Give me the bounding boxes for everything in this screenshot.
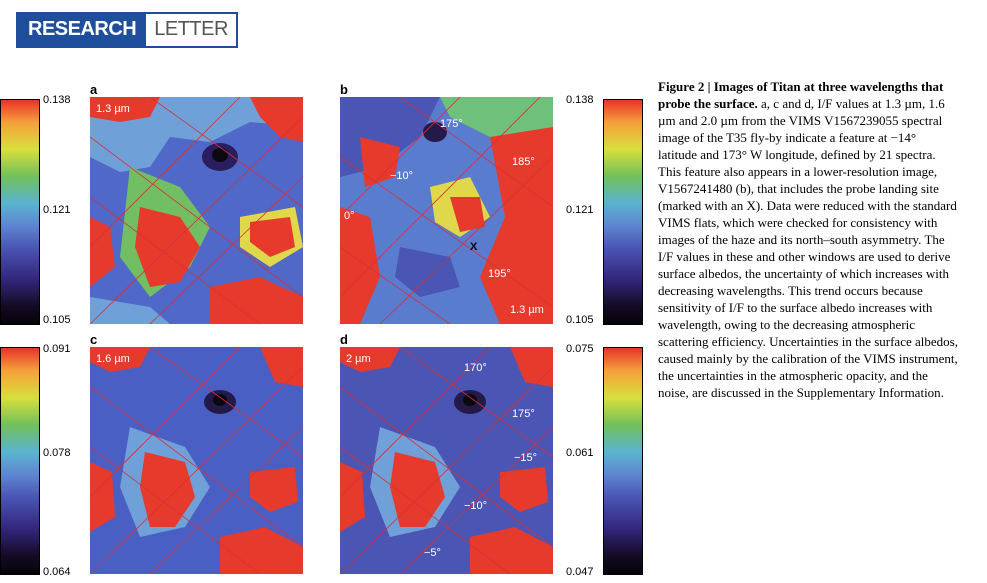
map-panel-d: [340, 347, 553, 574]
map-panel-c: [90, 347, 303, 574]
wavelength-label: 1.6 µm: [96, 353, 130, 365]
coordinate-label: 175°: [512, 408, 535, 420]
colorbar-bottom-right: [603, 347, 643, 575]
colorbar-mid: 0.121: [43, 204, 71, 216]
coordinate-label: 170°: [464, 362, 487, 374]
map-panel-b: [340, 97, 553, 324]
colorbar-mid: 0.121: [566, 204, 594, 216]
panel-letter-c: c: [90, 332, 98, 347]
caption-title: Figure 2 | Images of Titan at three wavelengths that probe the surface.: [658, 79, 944, 111]
coordinate-label: −5°: [424, 547, 441, 559]
journal-header: [16, 12, 238, 48]
colorbar-top-right: [603, 99, 643, 325]
wavelength-label: 1.3 µm: [96, 103, 130, 115]
colorbar-max: 0.138: [566, 94, 594, 106]
colorbar-max: 0.138: [43, 94, 71, 106]
colorbar-max: 0.075: [566, 343, 594, 355]
colorbar-max: 0.091: [43, 343, 71, 355]
section-tag: RESEARCH: [18, 14, 146, 46]
panel-letter-d: d: [340, 332, 348, 347]
coordinate-label: 175°: [440, 118, 463, 130]
colorbar-min: 0.105: [566, 314, 594, 326]
map-panel-a: [90, 97, 303, 324]
panel-letter-a: a: [90, 82, 98, 97]
colorbar-min: 0.064: [43, 566, 71, 578]
colorbar-min: 0.047: [566, 566, 594, 578]
wavelength-label: 1.3 µm: [510, 304, 544, 316]
landing-site-marker: X: [470, 241, 478, 253]
coordinate-label: 0°: [344, 210, 355, 222]
colorbar-bottom-left: [0, 347, 40, 575]
article-type-tag: LETTER: [146, 14, 236, 46]
colorbar-min: 0.105: [43, 314, 71, 326]
colorbar-top-left: [0, 99, 40, 325]
wavelength-label: 2 µm: [346, 353, 371, 365]
coordinate-label: −15°: [514, 452, 538, 464]
caption-body: a, c and d, I/F values at 1.3 µm, 1.6 µm and 2.0 µm from the VIMS V1567239055 spectral image of the T35 fly-by indicate a feature at −14° latitude and 173° W longitude, defined by 21 spectra. This feature also appears in a lower-resolution image, V1567241480 (b), that includes the probe landing site (marked with an X). Data were reduced with the standard VIMS flats, which were checked for consistency with images of the haze and its north–south asymmetry. The I/F values in these and other windows are used to derive surface albedos, the uncertainty of which increases with decreasing wavelengths. This trend occurs because sensitivity of I/F to the surface albedo increases with wavelength, owing to the decreasing atmospheric scattering efficiency. Uncertainties in the surface albedos, caused mainly by the calibration of the VIMS instrument, the uncertainties in the atmospheric opacity, and the noise, are discussed in the Supplementary Information.: [658, 96, 958, 400]
figure-caption: [658, 78, 958, 401]
coordinate-label: 185°: [512, 156, 535, 168]
colorbar-mid: 0.061: [566, 447, 594, 459]
panel-letter-b: b: [340, 82, 348, 97]
coordinate-label: 195°: [488, 268, 511, 280]
coordinate-label: −10°: [464, 500, 488, 512]
coordinate-label: −10°: [390, 170, 414, 182]
colorbar-mid: 0.078: [43, 447, 71, 459]
